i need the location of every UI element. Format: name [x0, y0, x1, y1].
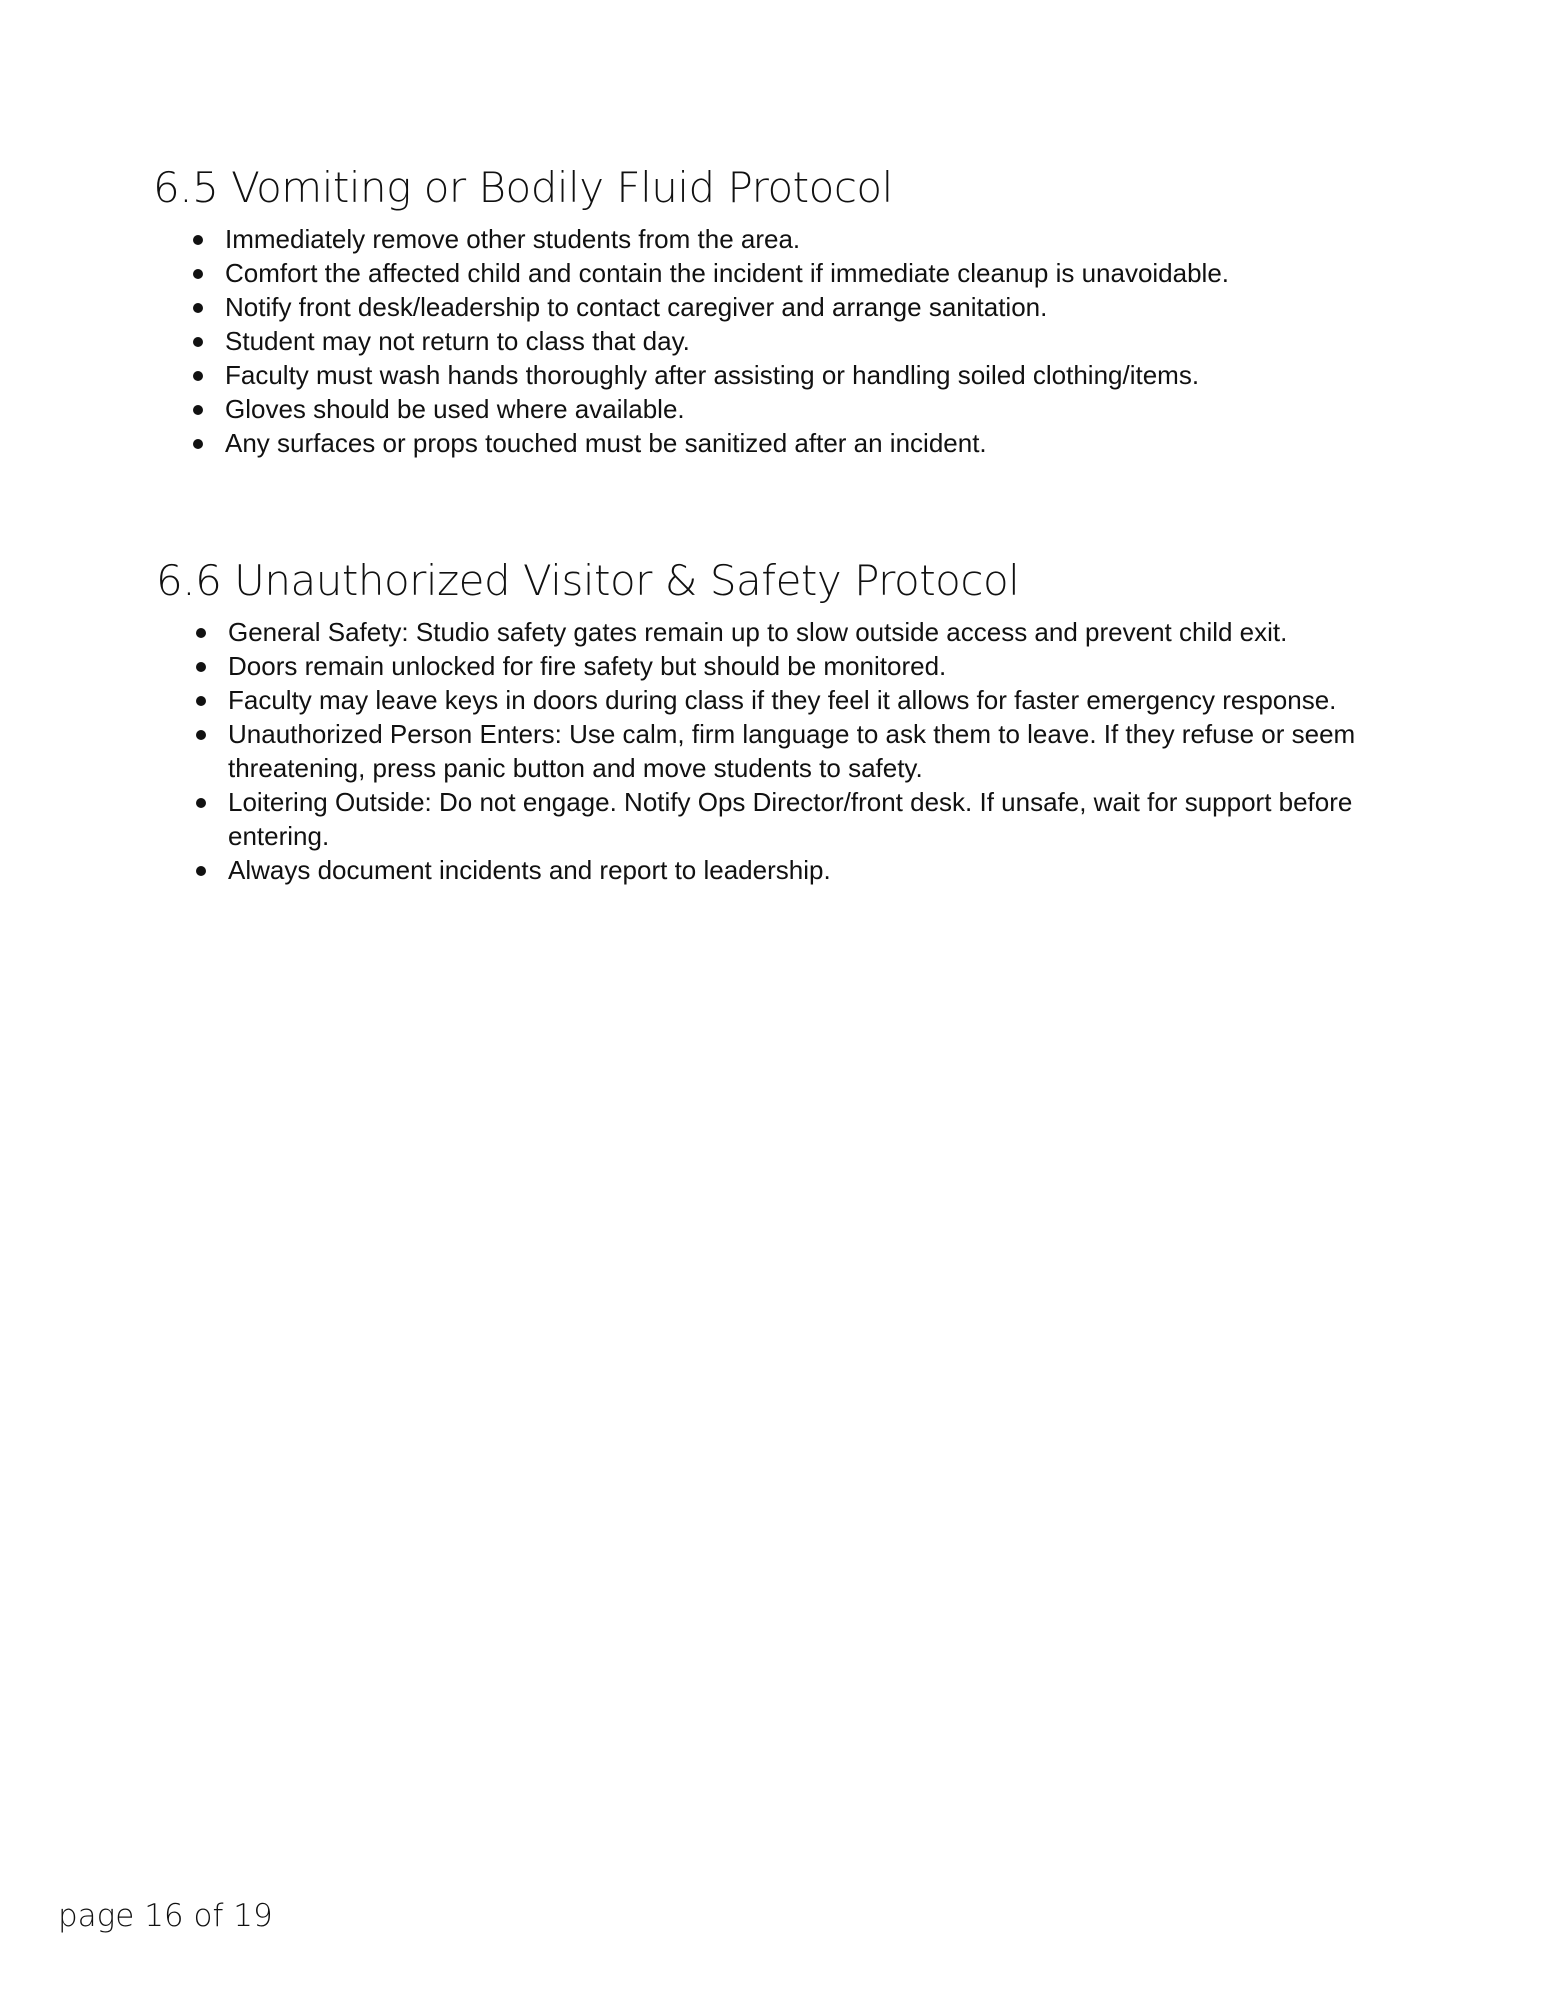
bullet-icon — [196, 798, 206, 808]
bullet-icon — [193, 439, 203, 449]
bullet-icon — [193, 235, 203, 245]
list-item — [228, 683, 1416, 717]
bullet-icon — [196, 662, 206, 672]
section-heading: 6.6 Unauthorized Visitor & Safety Protocol — [156, 556, 1020, 605]
list-item-text: Loitering Outside: Do not engage. Notify Ops Director/front desk. If unsafe, wait for support before entering. — [228, 787, 1353, 851]
section-vomiting-protocol — [153, 160, 1413, 460]
list-item-text: Faculty may leave keys in doors during class if they feel it allows for faster emergency response. — [228, 685, 1337, 715]
bullet-icon — [193, 303, 203, 313]
section-unauthorized-visitor-protocol — [156, 553, 1416, 887]
list-item-text: Any surfaces or props touched must be sanitized after an incident. — [225, 428, 987, 458]
list-item — [225, 290, 1413, 324]
list-item-text: Immediately remove other students from the area. — [225, 224, 801, 254]
list-item — [225, 392, 1413, 426]
list-item — [228, 785, 1416, 853]
bullet-icon — [196, 730, 206, 740]
list-item — [225, 222, 1413, 256]
list-item — [225, 426, 1413, 460]
list-item-text: Gloves should be used where available. — [225, 394, 685, 424]
bullet-icon — [196, 696, 206, 706]
bullet-icon — [193, 337, 203, 347]
bullet-list — [156, 615, 1416, 887]
bullet-icon — [193, 371, 203, 381]
list-item-text: Notify front desk/leadership to contact caregiver and arrange sanitation. — [225, 292, 1048, 322]
list-item — [225, 358, 1413, 392]
list-item-text: Comfort the affected child and contain the incident if immediate cleanup is unavoidable. — [225, 258, 1230, 288]
bullet-list — [153, 222, 1413, 460]
bullet-icon — [193, 405, 203, 415]
bullet-icon — [196, 628, 206, 638]
bullet-icon — [193, 269, 203, 279]
list-item-text: Student may not return to class that day. — [225, 326, 690, 356]
list-item — [228, 717, 1416, 785]
list-item — [228, 615, 1416, 649]
section-heading: 6.5 Vomiting or Bodily Fluid Protocol — [153, 163, 893, 212]
list-item-text: Always document incidents and report to leadership. — [228, 855, 831, 885]
list-item-text: Doors remain unlocked for fire safety but should be monitored. — [228, 651, 947, 681]
list-item-text: Unauthorized Person Enters: Use calm, firm language to ask them to leave. If they refuse or seem threatening, press panic button and move students to safety. — [228, 719, 1356, 783]
page-number: page 16 of 19 — [58, 1898, 273, 1934]
list-item — [225, 324, 1413, 358]
list-item — [228, 649, 1416, 683]
bullet-icon — [196, 866, 206, 876]
list-item-text: General Safety: Studio safety gates remain up to slow outside access and prevent child exit. — [228, 617, 1288, 647]
list-item-text: Faculty must wash hands thoroughly after assisting or handling soiled clothing/items. — [225, 360, 1200, 390]
list-item — [228, 853, 1416, 887]
list-item — [225, 256, 1413, 290]
